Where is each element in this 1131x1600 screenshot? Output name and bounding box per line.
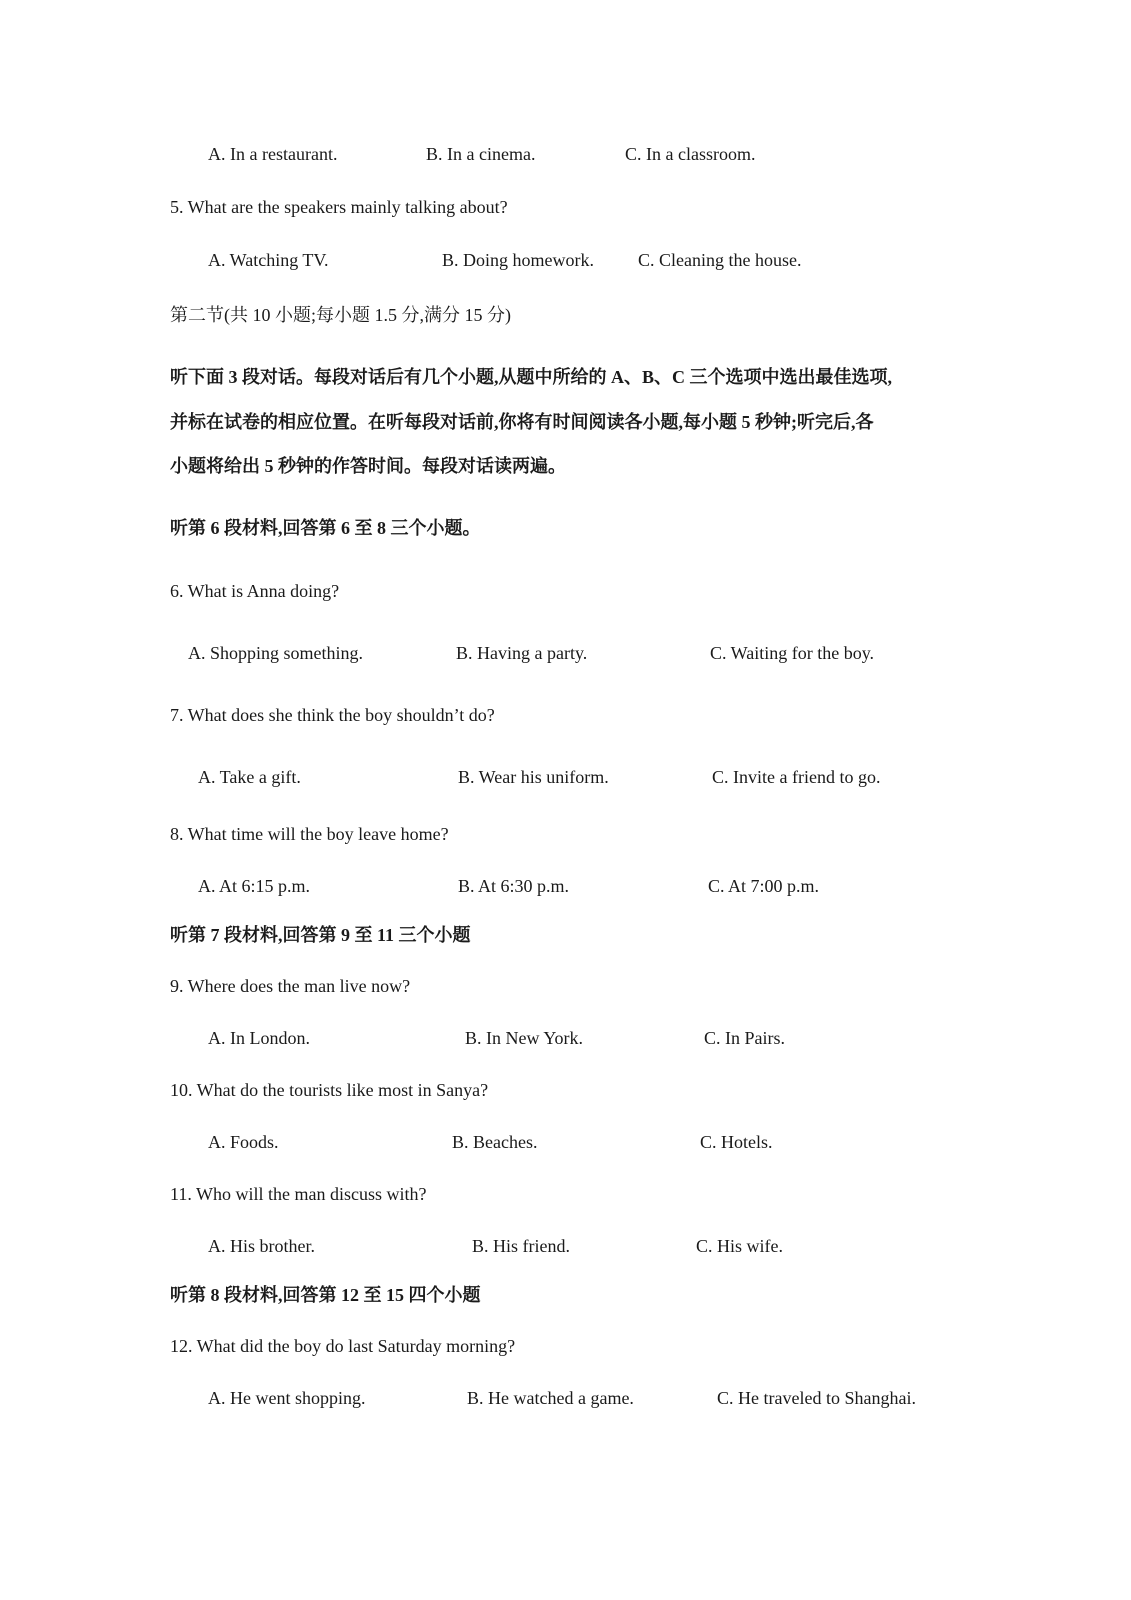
q8-option-b: B. At 6:30 p.m. (458, 876, 570, 896)
q7-question: 7. What does she think the boy shouldn’t do? (170, 705, 495, 725)
q7-option-a: A. Take a gift. (198, 767, 301, 787)
section2-title: 第二节(共 10 小题;每小题 1.5 分,满分 15 分) (170, 305, 511, 325)
q10-option-c: C. Hotels. (700, 1132, 773, 1152)
q11-option-c: C. His wife. (696, 1236, 783, 1256)
q7-option-b: B. Wear his uniform. (458, 767, 609, 787)
q9-option-a: A. In London. (208, 1028, 310, 1048)
passage6-heading: 听第 6 段材料,回答第 6 至 8 三个小题。 (170, 518, 481, 538)
q9-option-b: B. In New York. (465, 1028, 584, 1048)
instructions-line-1: 听下面 3 段对话。每段对话后有几个小题,从题中所给的 A、B、C 三个选项中选出最佳选项, (170, 367, 893, 387)
q12-question: 12. What did the boy do last Saturday morning? (170, 1336, 516, 1356)
q5-option-a: A. Watching TV. (208, 250, 329, 270)
q6-option-a: A. Shopping something. (188, 643, 364, 663)
q8-option-c: C. At 7:00 p.m. (708, 876, 820, 896)
q9-question: 9. Where does the man live now? (170, 976, 411, 996)
q10-option-a: A. Foods. (208, 1132, 279, 1152)
q8-option-a: A. At 6:15 p.m. (198, 876, 311, 896)
q6-question: 6. What is Anna doing? (170, 581, 340, 601)
q11-option-a: A. His brother. (208, 1236, 315, 1256)
instructions-line-3: 小题将给出 5 秒钟的作答时间。每段对话读两遍。 (170, 456, 566, 476)
instructions-line-2: 并标在试卷的相应位置。在听每段对话前,你将有时间阅读各小题,每小题 5 秒钟;听完后,各 (170, 412, 874, 432)
q5-option-b: B. Doing homework. (442, 250, 594, 270)
q5-option-c: C. Cleaning the house. (638, 250, 802, 270)
q8-question: 8. What time will the boy leave home? (170, 824, 449, 844)
q4-option-b: B. In a cinema. (426, 144, 536, 164)
q6-option-b: B. Having a party. (456, 643, 588, 663)
passage8-heading: 听第 8 段材料,回答第 12 至 15 四个小题 (170, 1285, 481, 1305)
q5-question: 5. What are the speakers mainly talking about? (170, 197, 508, 217)
q11-option-b: B. His friend. (472, 1236, 570, 1256)
q4-option-c: C. In a classroom. (625, 144, 756, 164)
q7-option-c: C. Invite a friend to go. (712, 767, 881, 787)
q12-option-c: C. He traveled to Shanghai. (717, 1388, 916, 1408)
passage7-heading: 听第 7 段材料,回答第 9 至 11 三个小题 (170, 925, 471, 945)
q11-question: 11. Who will the man discuss with? (170, 1184, 427, 1204)
q12-option-b: B. He watched a game. (467, 1388, 634, 1408)
q4-option-a: A. In a restaurant. (208, 144, 338, 164)
q10-option-b: B. Beaches. (452, 1132, 538, 1152)
q10-question: 10. What do the tourists like most in Sanya? (170, 1080, 489, 1100)
q6-option-c: C. Waiting for the boy. (710, 643, 875, 663)
q12-option-a: A. He went shopping. (208, 1388, 366, 1408)
q9-option-c: C. In Pairs. (704, 1028, 785, 1048)
